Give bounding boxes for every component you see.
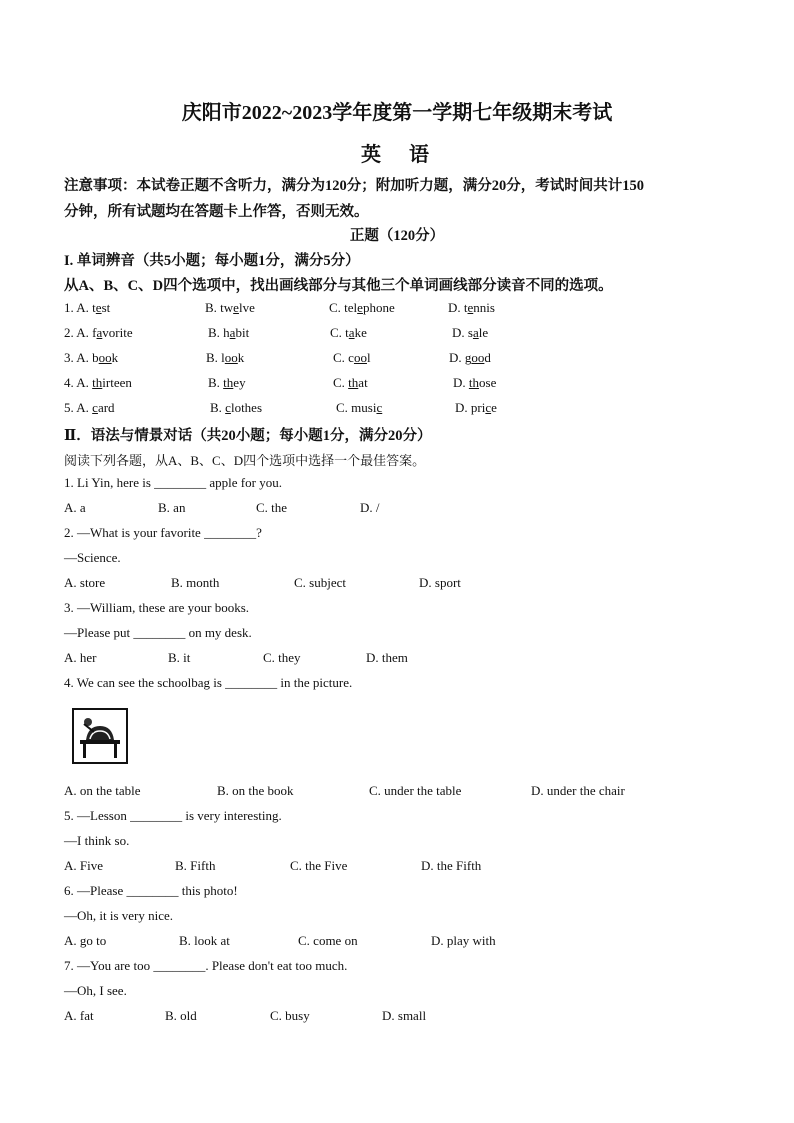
- question-reply: —Oh, I see.: [64, 983, 127, 998]
- question-stem: 3. —William, these are your books.: [64, 600, 250, 615]
- section1-title: I. 单词辨音（共5小题；每小题1分，满分5分）: [64, 253, 360, 269]
- notice-line-1: 注意事项：本试卷正题不含听力，满分为120分；附加听力题，满分20分，考试时间共计150: [64, 178, 644, 194]
- option: D. /: [360, 500, 380, 515]
- phonetic-option: B. look: [206, 350, 245, 365]
- phonetic-option: D. tennis: [448, 300, 495, 315]
- option: A. Five: [64, 858, 103, 873]
- option: C. subject: [294, 575, 346, 590]
- option: A. on the table: [64, 783, 141, 798]
- phonetic-option: D. good: [449, 350, 491, 365]
- section2-title: Ⅱ．语法与情景对话（共20小题；每小题1分，满分20分）: [64, 428, 432, 444]
- notice-line-2: 分钟，所有试题均在答题卡上作答，否则无效。: [64, 204, 369, 220]
- question-stem: 4. We can see the schoolbag is ________ in the picture.: [64, 675, 353, 690]
- question-stem: 7. —You are too ________. Please don't eat too much.: [64, 958, 348, 973]
- phonetic-item: 4. A. thirteen: [64, 375, 132, 390]
- option: C. under the table: [369, 783, 462, 798]
- part-title: 正题（120分）: [349, 228, 445, 244]
- option: B. Fifth: [175, 858, 216, 873]
- option: D. small: [382, 1008, 427, 1023]
- phonetic-item: 1. A. test: [64, 300, 111, 315]
- option: B. on the book: [217, 783, 294, 798]
- option: B. old: [165, 1008, 197, 1023]
- schoolbag-picture: [72, 708, 128, 764]
- phonetic-option: C. music: [336, 400, 383, 415]
- option: B. it: [168, 650, 191, 665]
- phonetic-option: B. habit: [208, 325, 250, 340]
- option: C. the: [256, 500, 288, 515]
- option: C. come on: [298, 933, 358, 948]
- subject-title: 英 语: [361, 144, 433, 166]
- option: A. fat: [64, 1008, 94, 1023]
- option: C. they: [263, 650, 301, 665]
- option: A. her: [64, 650, 97, 665]
- question-reply: —Oh, it is very nice.: [64, 908, 174, 923]
- question-reply: —Please put ________ on my desk.: [64, 625, 252, 640]
- phonetic-option: D. price: [455, 400, 497, 415]
- phonetic-option: B. they: [208, 375, 246, 390]
- phonetic-option: D. those: [453, 375, 497, 390]
- option: C. the Five: [290, 858, 348, 873]
- phonetic-option: C. take: [330, 325, 367, 340]
- section2-instruction: 阅读下列各题，从A、B、C、D四个选项中选择一个最佳答案。: [64, 453, 426, 468]
- option: D. under the chair: [531, 783, 625, 798]
- question-stem: 5. —Lesson ________ is very interesting.: [64, 808, 282, 823]
- table-schoolbag-icon: [74, 710, 126, 762]
- phonetic-item: 2. A. favorite: [64, 325, 133, 340]
- question-stem: 1. Li Yin, here is ________ apple for you.: [64, 475, 282, 490]
- option: D. play with: [431, 933, 496, 948]
- phonetic-option: D. sale: [452, 325, 489, 340]
- option: D. the Fifth: [421, 858, 482, 873]
- phonetic-option: C. cool: [333, 350, 371, 365]
- question-stem: 6. —Please ________ this photo!: [64, 883, 238, 898]
- phonetic-item: 3. A. book: [64, 350, 119, 365]
- phonetic-option: C. telephone: [329, 300, 395, 315]
- option: D. sport: [419, 575, 461, 590]
- option: A. go to: [64, 933, 107, 948]
- option: B. month: [171, 575, 220, 590]
- exam-title: 庆阳市2022~2023学年度第一学期七年级期末考试: [181, 102, 613, 124]
- phonetic-option: B. twelve: [205, 300, 255, 315]
- option: B. an: [158, 500, 186, 515]
- phonetic-option: B. clothes: [210, 400, 263, 415]
- phonetic-item: 5. A. card: [64, 400, 115, 415]
- question-reply: —Science.: [64, 550, 121, 565]
- phonetic-option: C. that: [333, 375, 368, 390]
- question-reply: —I think so.: [64, 833, 130, 848]
- option: D. them: [366, 650, 408, 665]
- option: C. busy: [270, 1008, 310, 1023]
- option: B. look at: [179, 933, 230, 948]
- option: A. a: [64, 500, 86, 515]
- option: A. store: [64, 575, 106, 590]
- section1-instruction: 从A、B、C、D四个选项中，找出画线部分与其他三个单词画线部分读音不同的选项。: [64, 278, 613, 294]
- question-stem: 2. —What is your favorite ________?: [64, 525, 262, 540]
